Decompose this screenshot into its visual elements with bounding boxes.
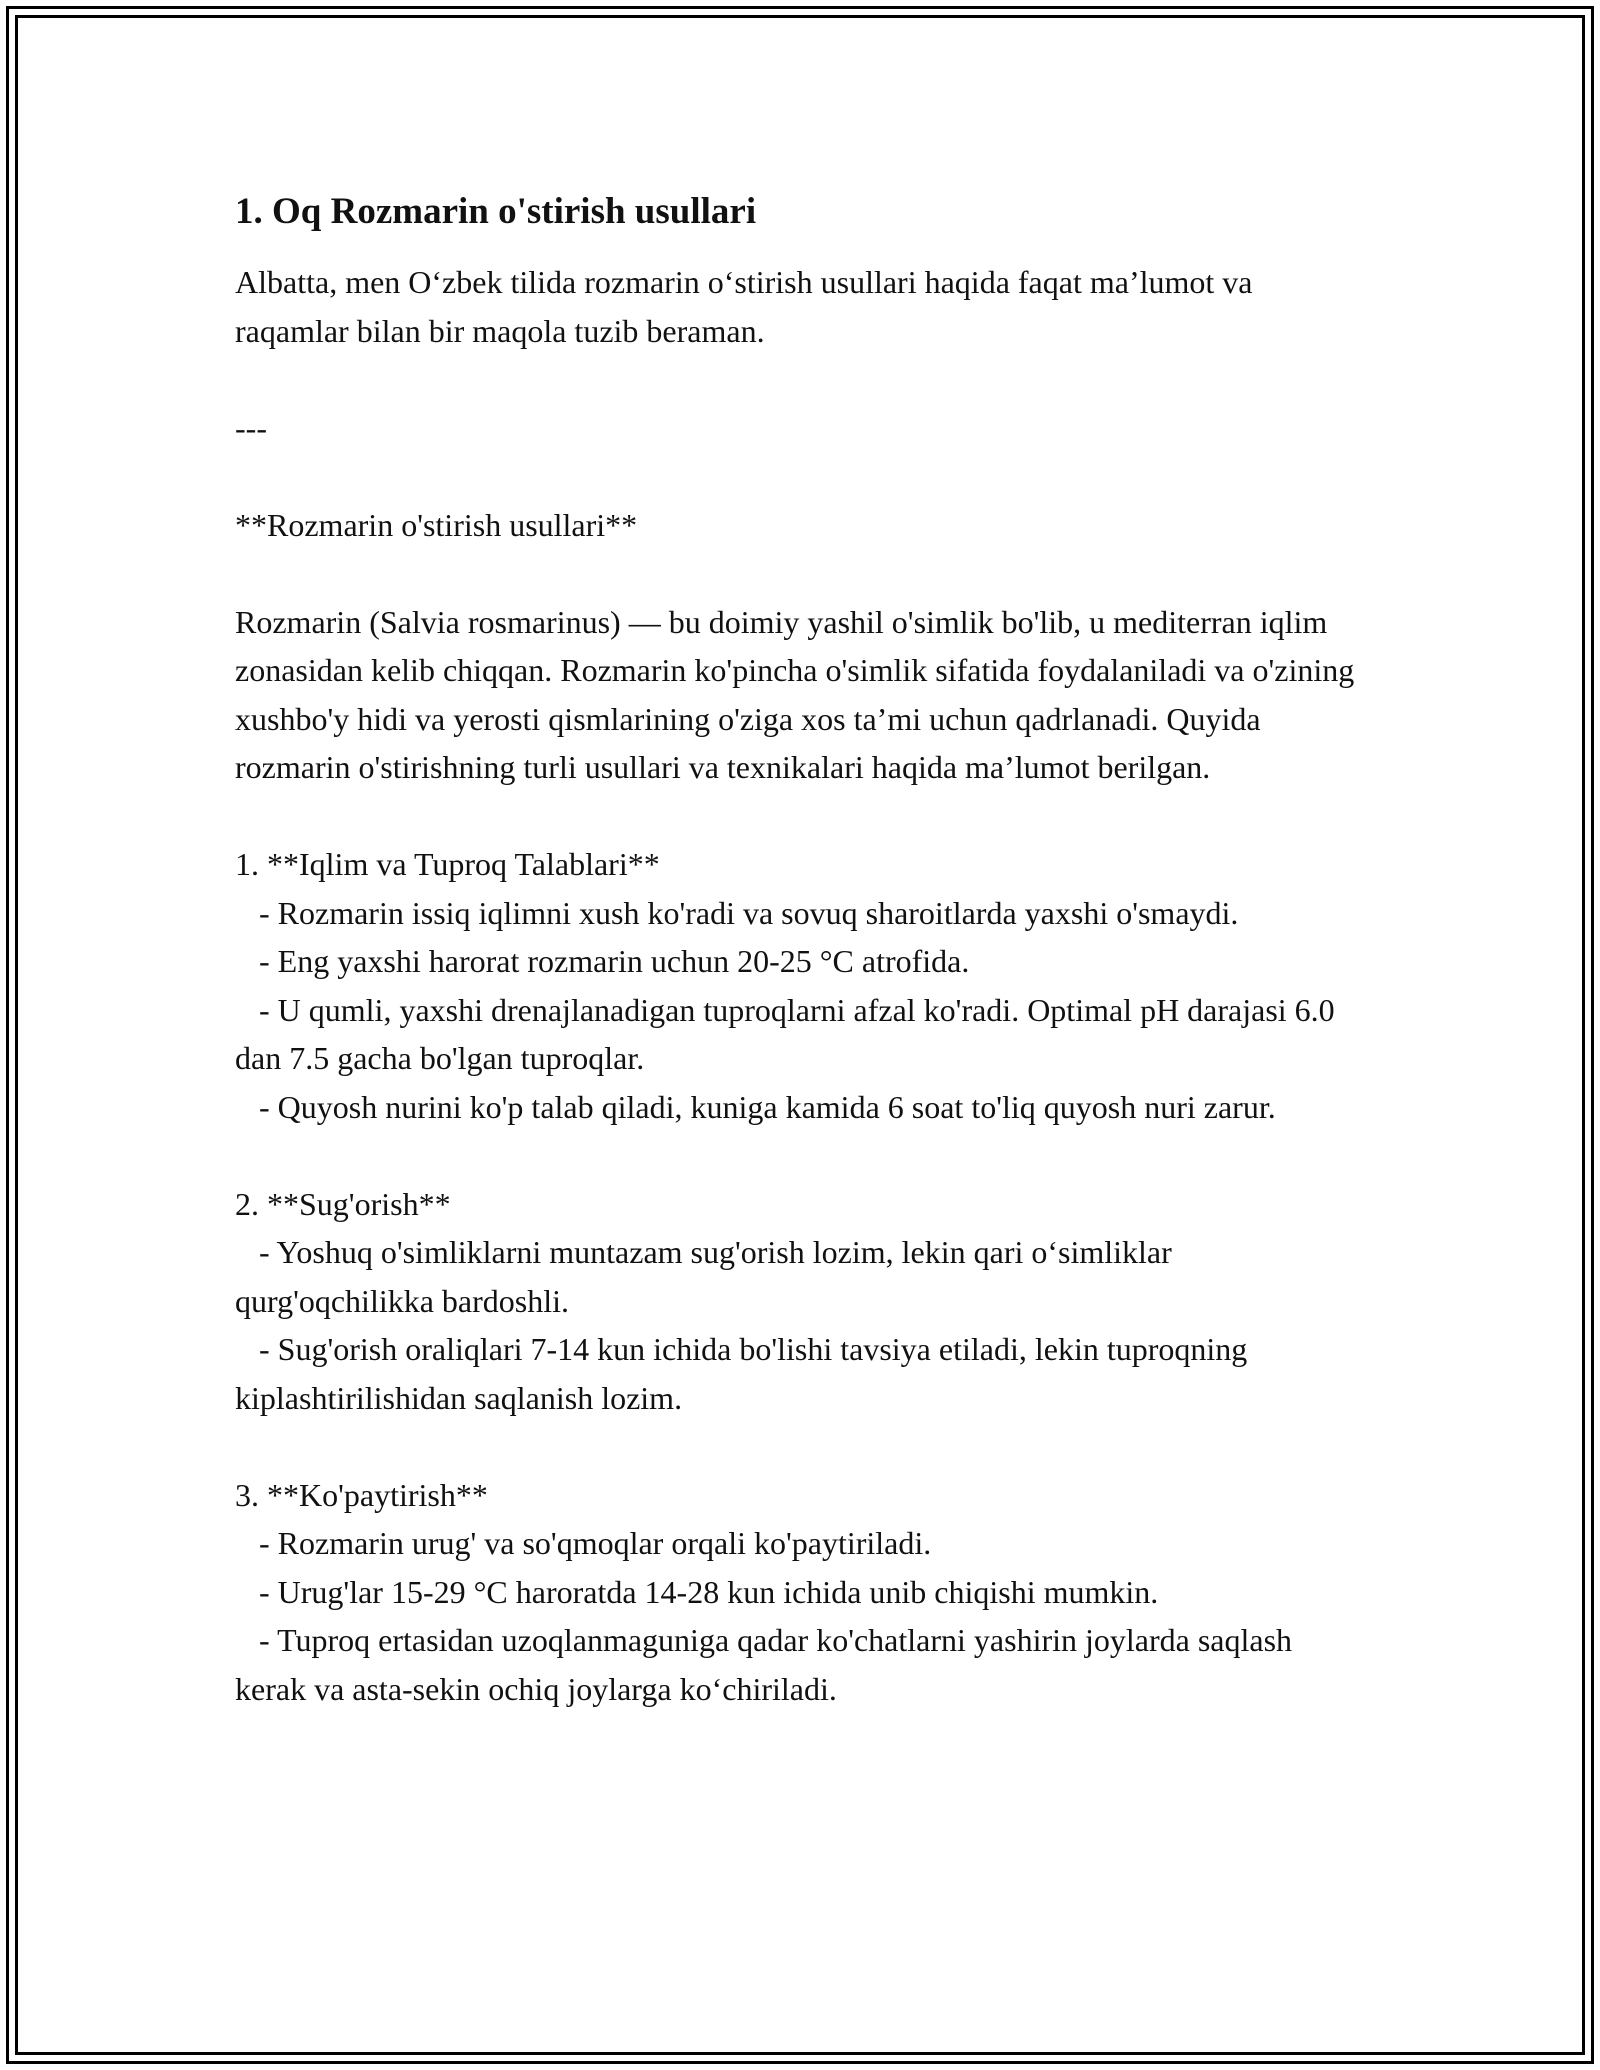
spacer [235, 549, 1370, 598]
list-item: - Rozmarin urug' va so'qmoqlar orqali ko'paytiriladi. [235, 1525, 932, 1561]
list-item: - Tuproq ertasidan uzoqlanmaguniga qadar ko'chatlarni yashirin joylarda saqlash kerak va asta-sekin ochiq joylarga ko‘chiriladi. [235, 1622, 1301, 1707]
document-body [235, 188, 1370, 1713]
description-paragraph: Rozmarin (Salvia rosmarinus) — bu doimiy yashil o'simlik bo'lib, u mediterran iqlim zonasidan kelib chiqqan. Rozmarin ko'pincha o'simlik sifatida foydalaniladi va o'zining xushbo'y hidi va yerosti qismlarining o'ziga xos ta’mi uchun qadrlanadi. Quyida rozmarin o'stirishning turli usullari va texnikalari haqida ma’lumot berilgan. [235, 603, 1363, 785]
list-item: - Sug'orish oraliqlari 7-14 kun ichida bo'lishi tavsiya etiladi, lekin tuproqning kiplashtirilishidan saqlanish lozim. [235, 1331, 1256, 1416]
document-title: 1. Oq Rozmarin o'stirish usullari [235, 191, 757, 232]
spacer [235, 1422, 1370, 1471]
spacer [235, 1131, 1370, 1180]
list-item: - Quyosh nurini ko'p talab qiladi, kuniga kamida 6 soat to'liq quyosh nuri zarur. [235, 1088, 1276, 1125]
spacer [235, 792, 1370, 841]
spacer [235, 452, 1370, 501]
list-item: - Yoshuq o'simliklarni muntazam sug'orish lozim, lekin qari o‘simliklar qurg'oqchilikka bardoshli. [235, 1234, 1180, 1319]
spacer [235, 355, 1370, 404]
list-item: - Eng yaxshi harorat rozmarin uchun 20-25 °C atrofida. [235, 943, 970, 979]
section-watering [235, 1180, 1370, 1423]
section-climate-soil [235, 840, 1370, 1131]
list-item: - U qumli, yaxshi drenajlanadigan tuproqlarni afzal ko'radi. Optimal pH darajasi 6.0 dan 7.5 gacha bo'lgan tuproqlar. [235, 991, 1343, 1076]
subheading: **Rozmarin o'stirish usullari** [235, 506, 638, 543]
separator-line: --- [235, 409, 267, 446]
section-heading: 1. **Iqlim va Tuproq Talablari** [235, 846, 660, 882]
section-heading: 3. **Ko'paytirish** [235, 1476, 488, 1513]
list-item: - Urug'lar 15-29 °C haroratda 14-28 kun ichida unib chiqishi mumkin. [235, 1573, 1159, 1610]
list-item: - Rozmarin issiq iqlimni xush ko'radi va sovuq sharoitlarda yaxshi o'smaydi. [235, 894, 1239, 931]
intro-paragraph: Albatta, men O‘zbek tilida rozmarin o‘stirish usullari haqida faqat ma’lumot va raqamlar bilan bir maqola tuzib beraman. [235, 264, 1261, 349]
section-heading: 2. **Sug'orish** [235, 1185, 451, 1222]
section-propagation [235, 1471, 1370, 1714]
